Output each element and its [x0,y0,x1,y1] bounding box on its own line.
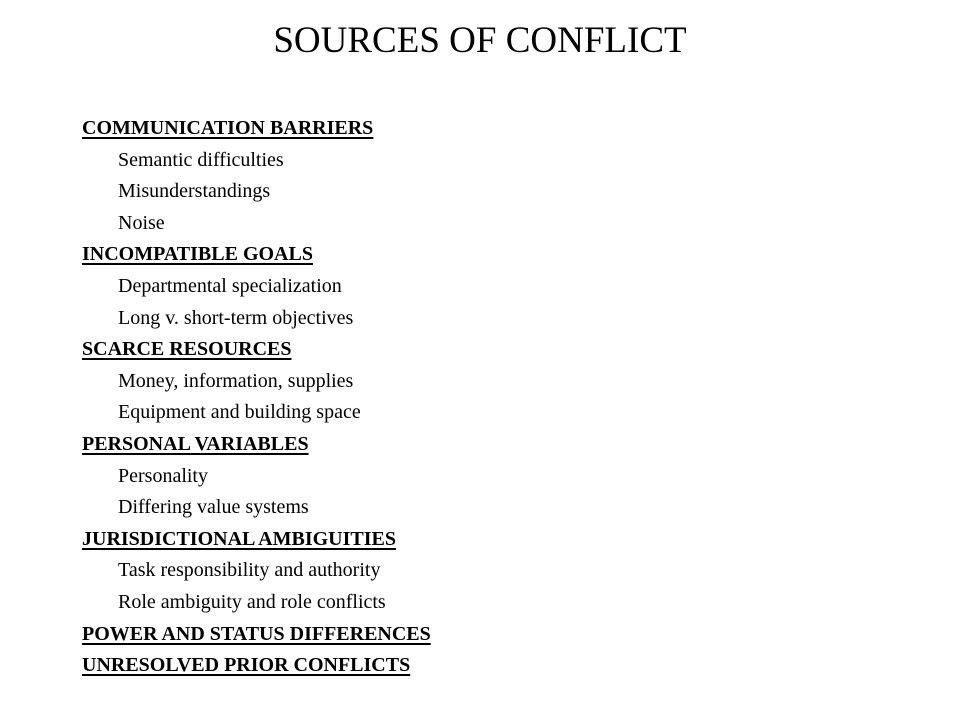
conflict-sources-list [82,113,882,682]
section-items [82,271,882,334]
section-heading: PERSONAL VARIABLES [82,432,309,455]
section-item: Differing value systems [118,496,309,519]
section-heading: SCARCE RESOURCES [82,338,292,361]
section-heading: INCOMPATIBLE GOALS [82,243,313,266]
section-scarce-resources [82,334,882,429]
section-item: Equipment and building space [118,401,361,424]
section-incompatible-goals [82,239,882,334]
section-jurisdictional-ambiguities [82,524,882,619]
section-heading: POWER AND STATUS DIFFERENCES [82,622,431,645]
section-item: Task responsibility and authority [118,559,381,582]
slide-title: SOURCES OF CONFLICT [273,20,687,61]
section-personal-variables [82,429,882,524]
section-heading: COMMUNICATION BARRIERS [82,117,374,139]
section-communication-barriers [82,113,882,239]
section-item: Long v. short-term objectives [118,306,354,329]
section-item: Money, information, supplies [118,369,354,392]
section-item: Role ambiguity and role conflicts [118,590,386,613]
section-item: Misunderstandings [118,180,271,203]
section-item: Personality [118,464,208,487]
section-items [82,461,882,524]
section-items [82,366,882,429]
section-item: Noise [118,211,165,234]
section-heading: UNRESOLVED PRIOR CONFLICTS [82,654,411,677]
section-heading: JURISDICTIONAL AMBIGUITIES [82,527,396,550]
section-items [82,145,882,240]
section-power-and-status-differences [82,619,882,651]
section-unresolved-prior-conflicts [82,650,882,682]
section-items [82,555,882,618]
section-item: Semantic difficulties [118,148,284,171]
section-item: Departmental specialization [118,274,342,297]
